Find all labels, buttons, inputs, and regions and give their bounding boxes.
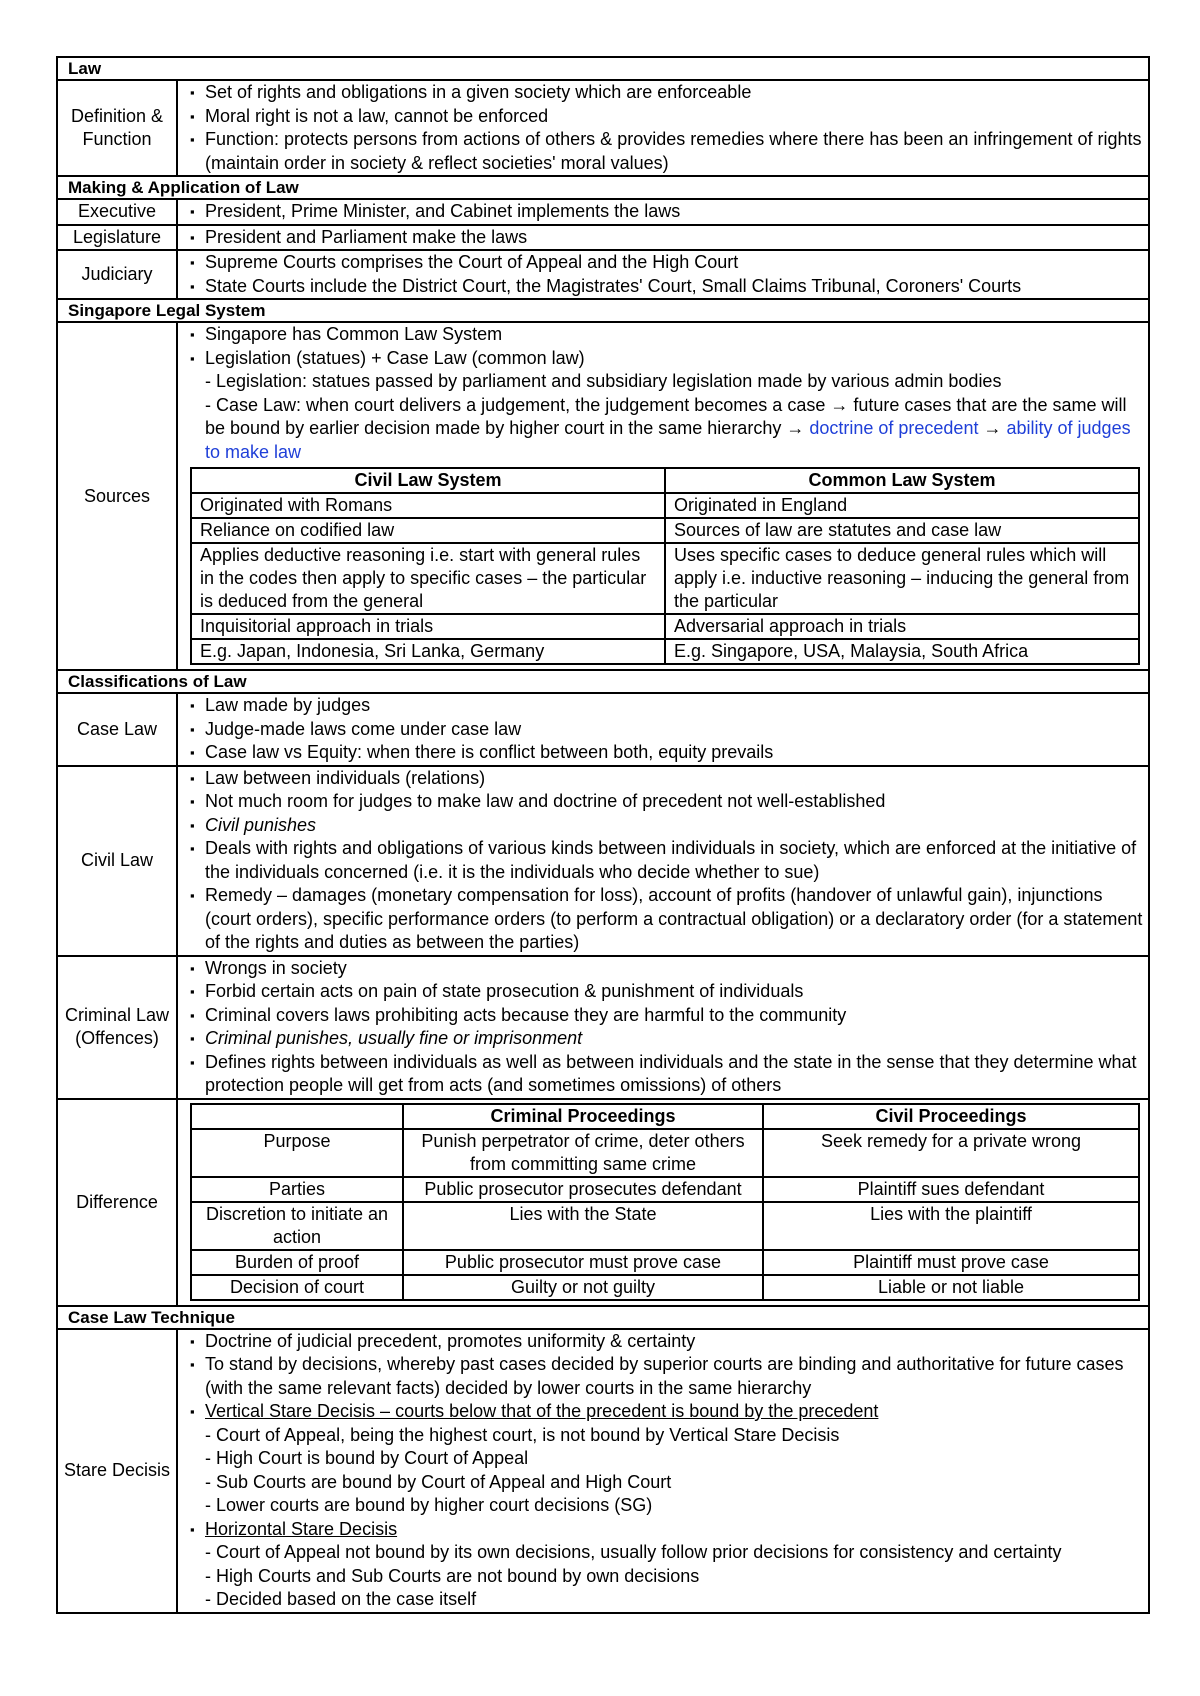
sub-item: - Sub Courts are bound by Court of Appeal and High Court <box>205 1471 672 1492</box>
list-item: ▪ Horizontal Stare Decisis <box>190 1518 1144 1542</box>
section-heading: Classifications of Law <box>57 670 1149 693</box>
table-cell: Guilty or not guilty <box>403 1275 763 1300</box>
list-item: ▪ Civil punishes <box>190 814 1144 838</box>
list-item: ▪ Legislation (statues) + Case Law (common law) <box>190 347 1144 371</box>
table-cell: Inquisitorial approach in trials <box>191 614 665 639</box>
row-body <box>177 322 1149 670</box>
table-cell: E.g. Singapore, USA, Malaysia, South Africa <box>665 639 1139 664</box>
table-cell: Applies deductive reasoning i.e. start with general rules in the codes then apply to specific cases – the particular is deduced from the general <box>191 543 665 614</box>
column-header: Civil Law System <box>191 468 665 493</box>
table-cell: Sources of law are statutes and case law <box>665 518 1139 543</box>
row-label: Stare Decisis <box>57 1329 177 1613</box>
list-item: ▪ Function: protects persons from actions of others & provides remedies where there has been an infringement of rights (maintain order in society & reflect societies' moral values) <box>190 128 1144 175</box>
row-label: Civil Law <box>57 766 177 956</box>
row-body <box>177 80 1149 176</box>
table-row <box>191 1202 1139 1250</box>
sub-item: - High Court is bound by Court of Appeal <box>205 1448 529 1468</box>
row-label: Case Law <box>57 693 177 766</box>
sub-item: - Decided based on the case itself <box>205 1589 477 1609</box>
section-heading: Case Law Technique <box>57 1306 1149 1329</box>
row-difference <box>57 1099 1149 1306</box>
table-cell: Uses specific cases to deduce general rules which will apply i.e. inductive reasoning – inducing the general from the particular <box>665 543 1139 614</box>
list-item: ▪ State Courts include the District Court, the Magistrates' Court, Small Claims Tribunal, Coroners' Courts <box>190 275 1144 299</box>
row-legislature <box>57 225 1149 251</box>
table-header-row <box>191 1104 1139 1129</box>
row-label: Judiciary <box>57 250 177 299</box>
list-item: ▪ Forbid certain acts on pain of state prosecution & punishment of individuals <box>190 980 1144 1004</box>
row-label: Executive <box>57 199 177 225</box>
table-row <box>191 1129 1139 1177</box>
section-heading: Law <box>57 57 1149 80</box>
list-item: ▪ Vertical Stare Decisis – courts below that of the precedent is bound by the precedent <box>190 1400 1144 1424</box>
table-cell: Lies with the plaintiff <box>763 1202 1139 1250</box>
list-item: ▪ President and Parliament make the laws <box>190 226 1144 250</box>
list-item: ▪ Remedy – damages (monetary compensation for loss), account of profits (handover of unlawful gain), injunctions (court orders), specific performance orders (to perform a contractual obligation) or a declaratory order (for a statement of the rights and duties as between the parties) <box>190 884 1144 955</box>
table-cell: Plaintiff sues defendant <box>763 1177 1139 1202</box>
table-cell: E.g. Japan, Indonesia, Sri Lanka, Germany <box>191 639 665 664</box>
table-cell: Seek remedy for a private wrong <box>763 1129 1139 1177</box>
list-item: ▪ Deals with rights and obligations of various kinds between individuals in society, which are enforced at the initiative of the individuals concerned (i.e. it is the individuals who decide whether to sue) <box>190 837 1144 884</box>
list-item: ▪ Doctrine of judicial precedent, promotes uniformity & certainty <box>190 1330 1144 1354</box>
row-label: Criminal Law (Offences) <box>57 956 177 1099</box>
table-cell: Purpose <box>191 1129 403 1177</box>
row-label: Definition & Function <box>57 80 177 176</box>
list-item: ▪ To stand by decisions, whereby past cases decided by superior courts are binding and authoritative for future cases (with the same relevant facts) decided by lower courts in the same hierarchy <box>190 1353 1144 1400</box>
sub-item: - High Courts and Sub Courts are not bound by own decisions <box>205 1565 700 1586</box>
table-row <box>191 614 1139 639</box>
sub-item-text: - Case Law: when court delivers a judgement, the judgement becomes a case → future cases that are the same will be bound by earlier decision made by higher court in the same hierarchy → <box>205 394 1127 438</box>
table-row <box>191 1177 1139 1202</box>
table-cell: Lies with the State <box>403 1202 763 1250</box>
sub-item: - Court of Appeal, being the highest court, is not bound by Vertical Stare Decisis <box>205 1424 840 1445</box>
row-body <box>177 199 1149 225</box>
row-civil-law <box>57 766 1149 956</box>
table-cell: Adversarial approach in trials <box>665 614 1139 639</box>
section-making <box>57 176 1149 199</box>
table-cell: Public prosecutor must prove case <box>403 1250 763 1275</box>
table-cell: Decision of court <box>191 1275 403 1300</box>
section-technique <box>57 1306 1149 1329</box>
list-item: ▪ Law between individuals (relations) <box>190 767 1144 791</box>
list-item: ▪ Case law vs Equity: when there is conflict between both, equity prevails <box>190 741 1144 765</box>
list-item: ▪ Set of rights and obligations in a given society which are enforceable <box>190 81 1144 105</box>
proceedings-table <box>190 1103 1140 1301</box>
sub-item-case-law <box>190 394 1144 465</box>
table-row <box>191 639 1139 664</box>
section-classifications <box>57 670 1149 693</box>
row-body <box>177 250 1149 299</box>
section-law <box>57 57 1149 80</box>
notes-table <box>56 56 1150 1614</box>
table-row <box>191 518 1139 543</box>
row-stare-decisis <box>57 1329 1149 1613</box>
table-cell: Originated in England <box>665 493 1139 518</box>
list-item: ▪ Defines rights between individuals as well as between individuals and the state in the sense that they determine what protection people will get from acts (and sometimes omissions) of others <box>190 1051 1144 1098</box>
section-heading: Making & Application of Law <box>57 176 1149 199</box>
row-body <box>177 225 1149 251</box>
table-cell: Reliance on codified law <box>191 518 665 543</box>
list-item: ▪ Judge-made laws come under case law <box>190 718 1144 742</box>
table-cell: Burden of proof <box>191 1250 403 1275</box>
row-label: Difference <box>57 1099 177 1306</box>
row-label: Sources <box>57 322 177 670</box>
row-criminal-law <box>57 956 1149 1099</box>
column-header: Criminal Proceedings <box>403 1104 763 1129</box>
list-item: ▪ President, Prime Minister, and Cabinet implements the laws <box>190 200 1144 224</box>
table-header-row <box>191 468 1139 493</box>
table-cell: Originated with Romans <box>191 493 665 518</box>
column-header: Common Law System <box>665 468 1139 493</box>
table-cell: Discretion to initiate an action <box>191 1202 403 1250</box>
list-item: ▪ Criminal covers laws prohibiting acts because they are harmful to the community <box>190 1004 1144 1028</box>
list-item: ▪ Supreme Courts comprises the Court of Appeal and the High Court <box>190 251 1144 275</box>
arrow-text: → <box>983 418 1002 438</box>
legal-systems-table <box>190 467 1140 665</box>
sub-item: - Lower courts are bound by higher court decisions (SG) <box>205 1495 653 1515</box>
section-singapore <box>57 299 1149 322</box>
sub-item: - Court of Appeal not bound by its own decisions, usually follow prior decisions for consistency and certainty <box>205 1542 1062 1562</box>
row-judiciary <box>57 250 1149 299</box>
table-row <box>191 1275 1139 1300</box>
notes-sheet <box>56 56 1150 1614</box>
row-executive <box>57 199 1149 225</box>
table-row <box>191 1250 1139 1275</box>
row-body <box>177 693 1149 766</box>
row-sources <box>57 322 1149 670</box>
list-item: ▪ Not much room for judges to make law and doctrine of precedent not well-established <box>190 790 1144 814</box>
section-heading: Singapore Legal System <box>57 299 1149 322</box>
list-item: ▪ Law made by judges <box>190 694 1144 718</box>
doctrine-of-precedent-text: doctrine of precedent <box>809 418 979 438</box>
column-header <box>191 1104 403 1129</box>
table-row <box>191 543 1139 614</box>
ability-of-judges-text: ability of judges to make law <box>205 418 1131 462</box>
table-cell: Plaintiff must prove case <box>763 1250 1139 1275</box>
column-header: Civil Proceedings <box>763 1104 1139 1129</box>
row-body <box>177 1099 1149 1306</box>
row-case-law <box>57 693 1149 766</box>
row-body <box>177 1329 1149 1613</box>
table-cell: Liable or not liable <box>763 1275 1139 1300</box>
table-row <box>191 493 1139 518</box>
table-cell: Parties <box>191 1177 403 1202</box>
row-body <box>177 956 1149 1099</box>
row-body <box>177 766 1149 956</box>
table-cell: Public prosecutor prosecutes defendant <box>403 1177 763 1202</box>
row-label: Legislature <box>57 225 177 251</box>
row-definition <box>57 80 1149 176</box>
table-cell: Punish perpetrator of crime, deter others from committing same crime <box>403 1129 763 1177</box>
list-item: ▪ Criminal punishes, usually fine or imprisonment <box>190 1027 1144 1051</box>
list-item: ▪ Wrongs in society <box>190 957 1144 981</box>
list-item: ▪ Singapore has Common Law System <box>190 323 1144 347</box>
sub-item: - Legislation: statues passed by parliament and subsidiary legislation made by various admin bodies <box>205 371 1002 391</box>
list-item: ▪ Moral right is not a law, cannot be enforced <box>190 105 1144 129</box>
